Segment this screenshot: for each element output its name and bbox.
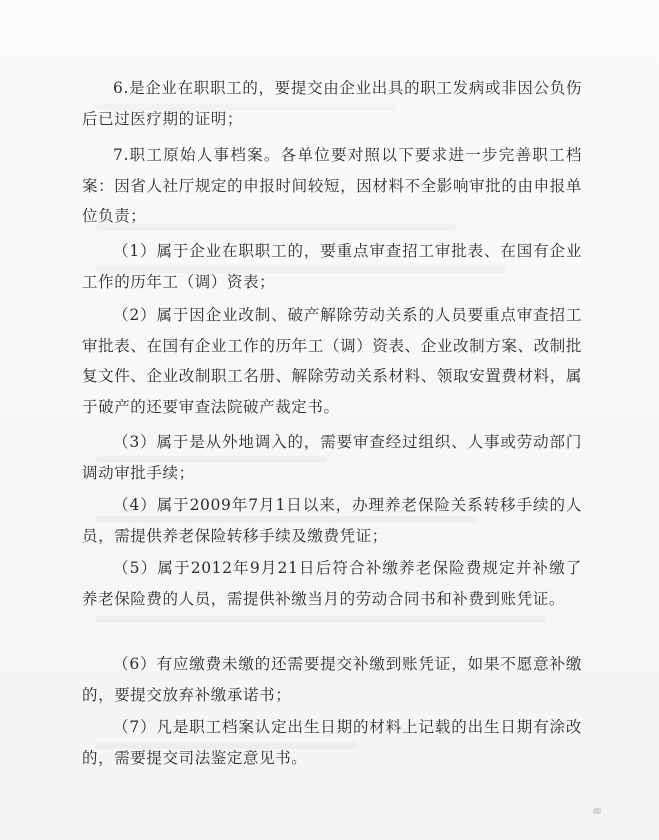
bleed-through-mark (96, 616, 546, 623)
paragraph-sub-7: （7）凡是职工档案认定出生日期的材料上记载的出生日期有涂改的，需要提交司法鉴定意见书。 (82, 718, 582, 767)
paragraph-sub-4: （4）属于2009年7月1日以来，办理养老保险关系转移手续的人员，需提供养老保险转移手续及缴费凭证； (82, 496, 582, 545)
paragraph-sub-2: （2）属于因企业改制、破产解除劳动关系的人员要重点审查招工审批表、在国有企业工作的历年工（调）资表、企业改制方案、改制批复文件、企业改制职工名册、解除劳动关系材料、领取安置费材料，属于破产的还要审查法院破产裁定书。 (82, 306, 582, 416)
paragraph-sub-1: （1）属于企业在职职工的，要重点审查招工审批表、在国有企业工作的历年工（调）资表； (82, 242, 582, 291)
corner-mark (593, 808, 601, 814)
paragraph-sub-6: （6）有应缴费未缴的还需要提交补缴到账凭证，如果不愿意补缴的，要提交放弃补缴承诺书； (82, 655, 582, 704)
paragraph-sub-5: （5）属于2012年9月21日后符合补缴养老保险费规定并补缴了养老保险费的人员，需提供补缴当月的劳动合同书和补费到账凭证。 (82, 559, 582, 608)
paragraph-item-6: 6.是企业在职职工的，要提交由企业出具的职工发病或非因公负伤后已过医疗期的证明； (82, 79, 582, 128)
paragraph-item-7: 7.职工原始人事档案。各单位要对照以下要求进一步完善职工档案：因省人社厅规定的申报时间较短，因材料不全影响审批的由申报单位负责； (82, 146, 582, 225)
paragraph-sub-3: （3）属于是从外地调入的，需要审查经过组织、人事或劳动部门调动审批手续； (82, 433, 582, 482)
